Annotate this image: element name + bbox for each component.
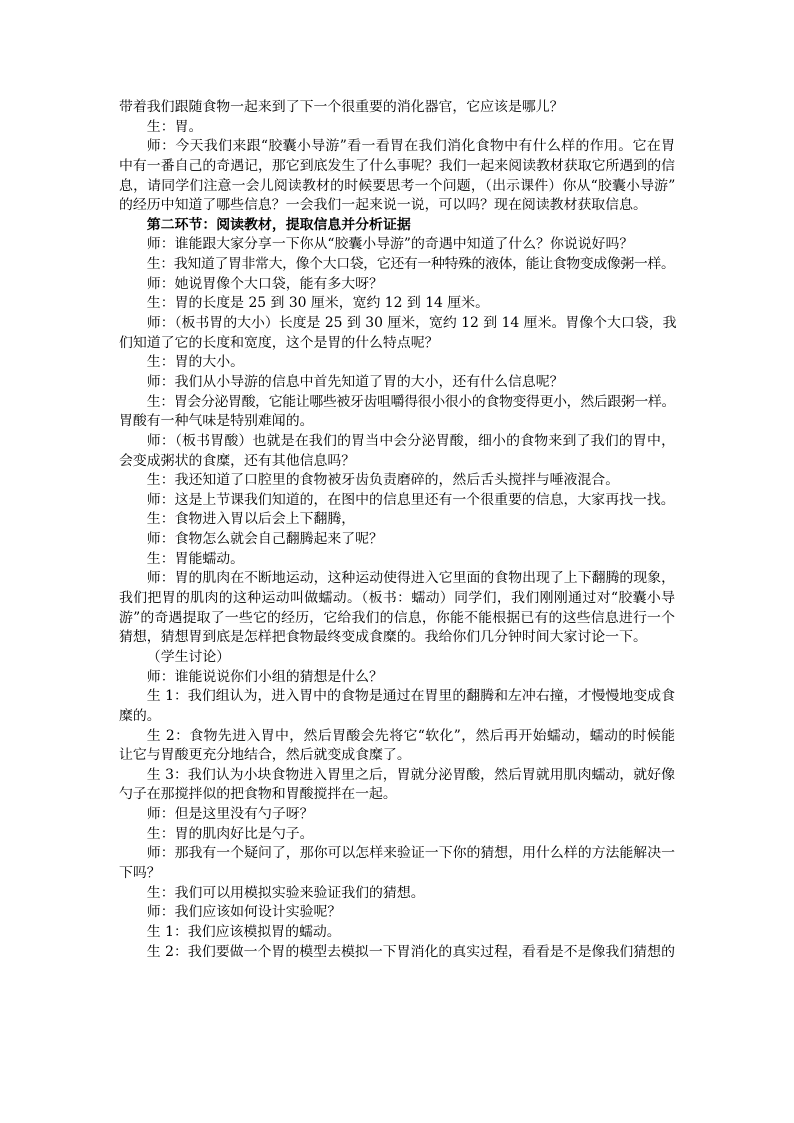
text-line: 生 2：我们要做一个胃的模型去模拟一下胃消化的真实过程，看看是不是像我们猜想的 <box>146 943 675 960</box>
text-line: 游”的奇遇提取了一些它的经历，它给我们的信息，你能不能根据已有的这些信息进行一个 <box>119 609 675 626</box>
text-line: 生：食物进入胃以后会上下翻腾， <box>146 511 356 528</box>
student-answer <box>119 766 675 805</box>
text-line: 生：胃的大小。 <box>146 354 245 371</box>
text-line: 师：（板书胃的大小）长度是 25 到 30 厘米，宽约 12 到 14 厘米。胃像个大口袋，我 <box>146 315 677 332</box>
teacher-speech <box>119 314 675 353</box>
student-answer <box>119 884 675 904</box>
text-line: 下吗？ <box>119 864 161 881</box>
text-line: （学生讨论） <box>146 648 231 665</box>
teacher-speech <box>119 844 675 883</box>
student-answer <box>119 550 675 570</box>
text-line: 师：（板书胃酸）也就是在我们的胃当中会分泌胃酸，细小的食物来到了我们的胃中， <box>146 432 675 449</box>
student-answer <box>119 923 675 943</box>
text-line: 第二环节：阅读教材，提取信息并分析证据 <box>146 216 411 233</box>
text-line: 我们把胃的肌肉的这种运动叫做蠕动。（板书：蠕动）同学们，我们刚刚通过对“胶囊小导 <box>119 590 675 607</box>
text-line: 息，请同学们注意一会儿阅读教材的时候要思考一个问题，（出示课件）你从“胶囊小导游” <box>119 177 675 194</box>
teacher-speech <box>119 137 675 216</box>
text-line: 生：胃会分泌胃酸，它能让哪些被牙齿咀嚼得很小很小的食物变得更小，然后跟粥一样。 <box>146 393 675 410</box>
student-answer <box>119 943 675 963</box>
student-answer <box>119 510 675 530</box>
text-line: 中有一番自己的奇遇记，那它到底发生了什么事呢？我们一起来阅读教材获取它所遇到的信 <box>119 157 675 174</box>
student-answer <box>119 687 675 726</box>
teacher-speech <box>119 491 675 511</box>
document-body <box>119 98 675 962</box>
text-line: 师：胃的肌肉在不断地运动，这种运动使得进入它里面的食物出现了上下翻腾的现象， <box>146 570 675 587</box>
teacher-speech <box>119 903 675 923</box>
teacher-speech <box>119 668 675 688</box>
text-line: 师：今天我们来跟“胶囊小导游”看一看胃在我们消化食物中有什么样的作用。它在胃 <box>146 138 675 155</box>
text-line: 师：我们应该如何设计实验呢？ <box>146 904 342 921</box>
text-line: 师：但是这里没有勺子呀？ <box>146 806 314 823</box>
text-line: 的经历中知道了哪些信息？一会我们一起来说一说，可以吗？现在阅读教材获取信息。 <box>119 197 647 214</box>
text-line: 带着我们跟随食物一起来到了下一个很重要的消化器官，它应该是哪儿？ <box>119 99 564 115</box>
teacher-speech <box>119 373 675 393</box>
text-line: 生：我们可以用模拟实验来验证我们的猜想。 <box>146 884 425 901</box>
paragraph <box>119 98 675 118</box>
student-answer <box>119 353 675 373</box>
text-line: 生：我知道了胃非常大，像个大口袋，它还有一种特殊的液体，能让食物变成像粥一样。 <box>146 256 675 273</box>
student-answer <box>119 825 675 845</box>
student-answer <box>119 118 675 138</box>
text-line: 勺子在那搅拌似的把食物和胃酸搅拌在一起。 <box>119 786 397 803</box>
text-line: 师：我们从小导游的信息中首先知道了胃的大小，还有什么信息呢？ <box>146 373 564 390</box>
section-heading <box>119 216 675 236</box>
text-line: 师：这是上节课我们知道的，在图中的信息里还有一个很重要的信息，大家再找一找。 <box>146 491 675 508</box>
text-line: 生：胃的肌肉好比是勺子。 <box>146 825 314 842</box>
text-line: 生 2：食物先进入胃中，然后胃酸会先将它“软化”，然后再开始蠕动，蠕动的时候能 <box>146 727 675 744</box>
student-answer <box>119 393 675 432</box>
text-line: 会变成粥状的食糜，还有其他信息吗？ <box>119 452 356 469</box>
student-answer <box>119 294 675 314</box>
text-line: 生 1：我们应该模拟胃的蠕动。 <box>146 923 341 940</box>
teacher-speech <box>119 235 675 255</box>
text-line: 生：胃的长度是 25 到 30 厘米，宽约 12 到 14 厘米。 <box>146 295 489 312</box>
text-line: 师：食物怎么就会自己翻腾起来了呢？ <box>146 531 383 548</box>
text-line: 让它与胃酸更充分地结合，然后就变成食糜了。 <box>119 747 411 764</box>
teacher-speech <box>119 569 675 648</box>
text-line: 师：她说胃像个大口袋，能有多大呀？ <box>146 275 383 292</box>
teacher-speech <box>119 432 675 471</box>
text-line: 猜想，猜想胃到底是怎样把食物最终变成食糜的。我给你们几分钟时间大家讨论一下。 <box>119 629 647 646</box>
text-line: 生：胃。 <box>146 118 203 135</box>
text-line: 生 1：我们组认为，进入胃中的食物是通过在胃里的翻腾和左冲右撞，才慢慢地变成食 <box>146 688 675 705</box>
text-line: 们知道了它的长度和宽度，这个是胃的什么特点呢？ <box>119 334 439 351</box>
student-answer <box>119 727 675 766</box>
student-answer <box>119 255 675 275</box>
text-line: 师：谁能跟大家分享一下你从“胶囊小导游”的奇遇中知道了什么？你说说好吗？ <box>146 236 634 253</box>
text-line: 师：那我有一个疑问了，那你可以怎样来验证一下你的猜想，用什么样的方法能解决一 <box>146 845 675 862</box>
text-line: 生：我还知道了口腔里的食物被牙齿负责磨碎的，然后舌头搅拌与唾液混合。 <box>146 472 620 489</box>
teacher-speech <box>119 805 675 825</box>
teacher-speech <box>119 275 675 295</box>
text-line: 师：谁能说说你们小组的猜想是什么？ <box>146 668 383 685</box>
teacher-speech <box>119 530 675 550</box>
text-line: 糜的。 <box>119 707 161 724</box>
text-line: 生 3：我们认为小块食物进入胃里之后，胃就分泌胃酸，然后胃就用肌肉蠕动，就好像 <box>146 766 675 783</box>
stage-note <box>119 648 675 668</box>
text-line: 生：胃能蠕动。 <box>146 550 245 567</box>
student-answer <box>119 471 675 491</box>
text-line: 胃酸有一种气味是特别难闻的。 <box>119 413 314 430</box>
